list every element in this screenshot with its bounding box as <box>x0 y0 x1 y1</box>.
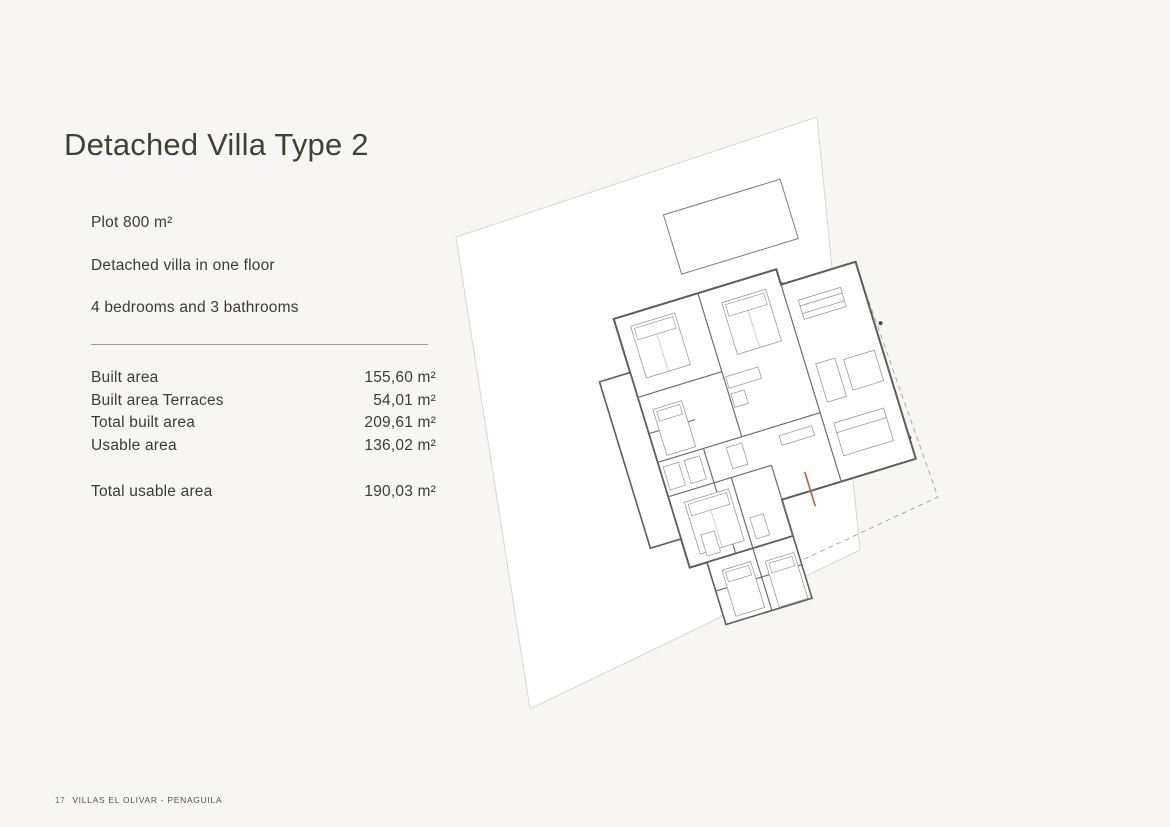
total-label: Total usable area <box>91 483 213 500</box>
table-row <box>91 390 436 413</box>
area-label: Usable area <box>91 437 177 455</box>
footer <box>55 795 222 805</box>
areas-table <box>91 367 436 501</box>
area-label: Total built area <box>91 414 196 432</box>
section-divider <box>91 344 428 345</box>
area-value: 155,60 m² <box>364 368 436 386</box>
site-plan <box>430 95 1130 745</box>
page-title: Detached Villa Type 2 <box>64 127 369 162</box>
site-plan-svg <box>430 95 1130 745</box>
area-value: 54,01 m² <box>373 391 436 409</box>
area-label: Built area Terraces <box>91 391 224 409</box>
table-row-total <box>91 483 436 501</box>
bullet-floors: Detached villa in one floor <box>91 256 275 274</box>
bullet-plot: Plot 800 m² <box>91 214 173 232</box>
area-label: Built area <box>91 368 159 386</box>
footer-text: VILLAS EL OLIVAR - PENAGUILA <box>72 795 223 805</box>
table-row <box>91 412 436 435</box>
table-row <box>91 367 436 390</box>
bullet-rooms: 4 bedrooms and 3 bathrooms <box>91 299 299 317</box>
page-number: 17 <box>55 796 66 805</box>
area-value: 209,61 m² <box>364 414 436 432</box>
total-value: 190,03 m² <box>364 483 436 500</box>
table-row <box>91 435 436 458</box>
area-value: 136,02 m² <box>364 437 436 455</box>
